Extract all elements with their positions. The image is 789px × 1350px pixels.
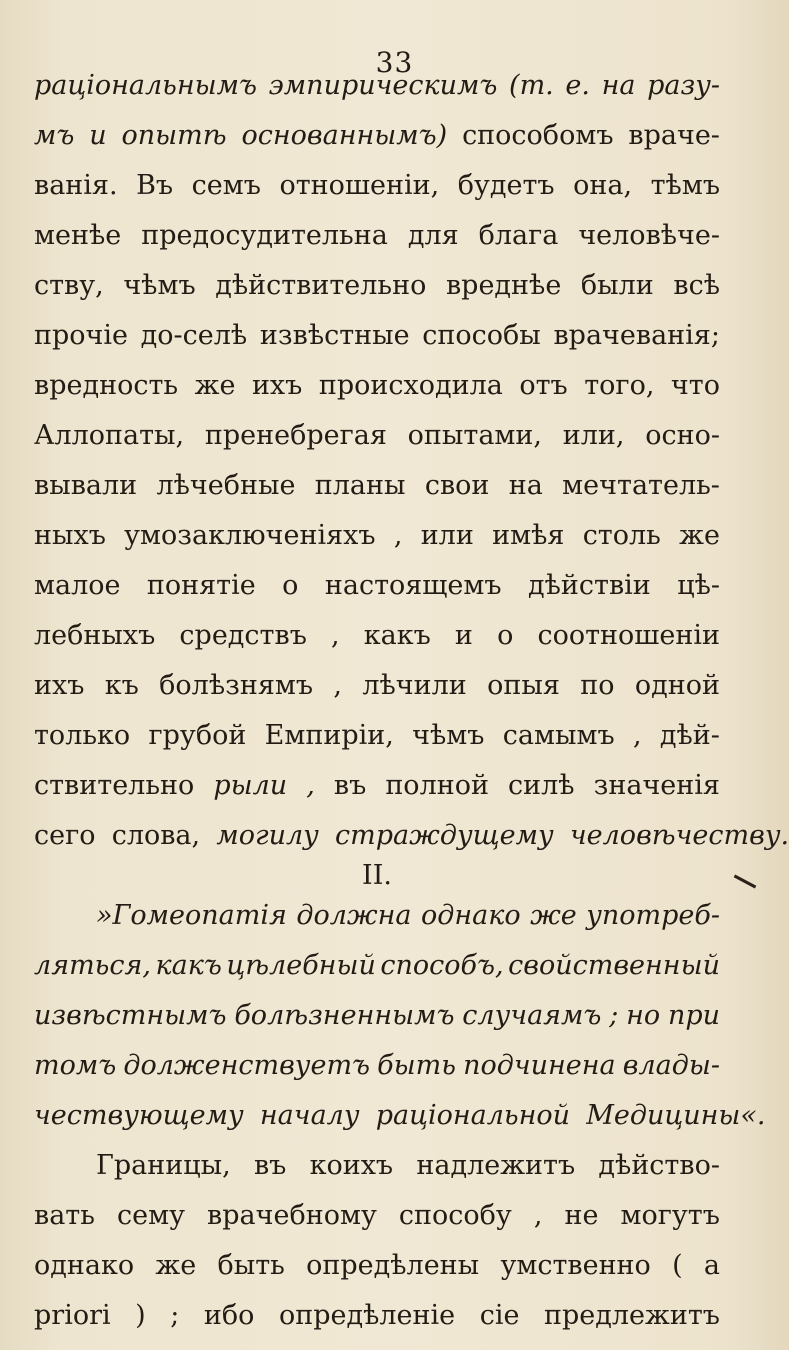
word: Въ (136, 170, 174, 201)
word: ( (672, 1250, 683, 1281)
word: при (667, 1000, 720, 1031)
word: менѣе (34, 220, 122, 251)
word: ; (609, 1000, 619, 1031)
word: опредѣленіе (278, 1300, 456, 1331)
word: случаямъ (462, 1000, 602, 1031)
word: могутъ (620, 1200, 720, 1231)
text-line (34, 710, 720, 762)
word: самымъ (502, 720, 615, 751)
word: чествующему (34, 1100, 244, 1131)
text-line (34, 460, 720, 512)
word: на (601, 70, 636, 101)
word: , (393, 520, 403, 551)
text-line (96, 1140, 720, 1192)
word: сему (116, 1200, 185, 1231)
word: прочіе (34, 320, 128, 351)
word: того, (584, 370, 655, 401)
word: , (533, 1200, 543, 1231)
word: ствительно (34, 770, 195, 801)
word: были (580, 270, 654, 301)
word: опыя (487, 670, 560, 701)
word: какъ (155, 950, 222, 981)
word: дѣйствіи (527, 570, 651, 601)
word: предлежитъ (544, 1300, 720, 1331)
word: по (580, 670, 615, 701)
word: долженствуетъ (123, 1050, 371, 1081)
word: способомъ (462, 120, 614, 151)
text-line (34, 410, 720, 462)
word: подчинена (463, 1050, 616, 1081)
text-line (34, 560, 720, 612)
word: и (454, 620, 473, 651)
word: къ (104, 670, 139, 701)
word: надлежитъ (416, 1150, 576, 1181)
word: priori (34, 1300, 111, 1331)
word: опредѣлены (306, 1250, 480, 1281)
word: отношеніи, (279, 170, 440, 201)
word: способу (398, 1200, 512, 1231)
margin-mark (734, 875, 757, 889)
word: однако (420, 900, 521, 931)
word: вреднѣе (445, 270, 562, 301)
word: ванія. (34, 170, 118, 201)
word: человѣче- (578, 220, 720, 251)
word: , (331, 620, 340, 651)
text-line (34, 1190, 720, 1242)
word: дѣй- (659, 720, 720, 751)
text-line (34, 610, 720, 662)
word: же (679, 520, 720, 551)
word: полной (385, 770, 489, 801)
text-line (34, 940, 720, 992)
word: до-селѣ (140, 320, 248, 351)
word: планы (314, 470, 406, 501)
word: , (632, 720, 642, 751)
word: Аллопаты, (34, 420, 185, 451)
word: должна (296, 900, 412, 931)
word: цѣлебный (226, 950, 376, 981)
word: сіе (479, 1300, 520, 1331)
word: ляться, (34, 950, 151, 981)
word: враче- (628, 120, 720, 151)
word: Емпиріи, (264, 720, 394, 751)
word: мъ (34, 120, 75, 151)
word: отъ (519, 370, 568, 401)
word: могилу (216, 820, 319, 851)
word: имѣя (492, 520, 565, 551)
word: въ (253, 1150, 287, 1181)
word: слова, (111, 820, 201, 851)
word: опытѣ (121, 120, 227, 151)
text-line (34, 1090, 766, 1142)
word: что (670, 370, 720, 401)
word: средствъ (179, 620, 307, 651)
word: »Гомеопатія (96, 900, 287, 931)
word: будетъ (457, 170, 555, 201)
word: ) (135, 1300, 146, 1331)
word: началу (259, 1100, 360, 1131)
word: врачебному (207, 1200, 377, 1231)
word: одной (634, 670, 720, 701)
word: употреб- (586, 900, 720, 931)
word: какъ (363, 620, 431, 651)
word: влады- (622, 1050, 720, 1081)
word: грубой (148, 720, 247, 751)
text-line (34, 760, 720, 812)
text-line (34, 360, 720, 412)
word: сего (34, 820, 96, 851)
word: разу- (647, 70, 720, 101)
word: способы (422, 320, 541, 351)
word: мечтатель- (562, 470, 720, 501)
word: рыли (213, 770, 288, 801)
word: a (703, 1250, 720, 1281)
word: цѣ- (677, 570, 720, 601)
word: е. (565, 70, 590, 101)
word: дѣйство- (598, 1150, 720, 1181)
word: свои (424, 470, 490, 501)
text-line (34, 1290, 720, 1342)
word: настоящемъ (324, 570, 502, 601)
word: раціональной (375, 1100, 571, 1131)
word: тѣмъ (650, 170, 720, 201)
word: же (194, 370, 236, 401)
text-line (34, 60, 720, 112)
word: семъ (191, 170, 261, 201)
word: только (34, 720, 131, 751)
word: о (282, 570, 299, 601)
word: дѣйствительно (215, 270, 427, 301)
word: , (333, 670, 342, 701)
word: Границы, (96, 1150, 231, 1181)
word: пренебрегая (204, 420, 387, 451)
text-line (34, 510, 720, 562)
word: (т. (509, 70, 554, 101)
text-line (34, 110, 720, 162)
word: эмпирическимъ (268, 70, 498, 101)
word: осно- (645, 420, 720, 451)
word: ибо (203, 1300, 255, 1331)
word: быть (217, 1250, 285, 1281)
word: врачеванія; (553, 320, 720, 351)
word: быть (377, 1050, 456, 1081)
word: страждущему (335, 820, 554, 851)
word: коихъ (309, 1150, 394, 1181)
word: же (155, 1250, 197, 1281)
word: раціональнымъ (34, 70, 258, 101)
text-line (34, 1240, 720, 1292)
word: лѣчебные (156, 470, 296, 501)
word: блага (478, 220, 559, 251)
word: лебныхъ (34, 620, 156, 651)
page-number: 33 (375, 46, 414, 79)
word: лѣчили (362, 670, 467, 701)
word: или, (562, 420, 625, 451)
word: или (420, 520, 474, 551)
text-line (34, 260, 720, 312)
word: всѣ (673, 270, 720, 301)
word: извѣстнымъ (34, 1000, 227, 1031)
word: понятіе (146, 570, 256, 601)
word: о (497, 620, 514, 651)
text-line (34, 990, 720, 1042)
word: основаннымъ) (241, 120, 448, 151)
word: умозаключеніяхъ (124, 520, 376, 551)
word: же (530, 900, 577, 931)
word: ству, (34, 270, 104, 301)
text-line (34, 660, 720, 712)
word: она, (573, 170, 633, 201)
word: предосудительна (141, 220, 388, 251)
word: чѣмъ (123, 270, 196, 301)
word: чѣмъ (412, 720, 485, 751)
text-line (34, 1040, 720, 1092)
word: въ (333, 770, 367, 801)
word: болѣзнямъ (159, 670, 314, 701)
text-line (34, 310, 720, 362)
word: столь (582, 520, 661, 551)
word: Медицины«. (586, 1100, 766, 1131)
word: ихъ (34, 670, 85, 701)
word: на (508, 470, 543, 501)
word: свойственный (508, 950, 720, 981)
word: томъ (34, 1050, 117, 1081)
word: происходила (318, 370, 503, 401)
word: ихъ (251, 370, 303, 401)
section-heading: II. (362, 860, 392, 891)
word: силѣ (508, 770, 575, 801)
word: для (407, 220, 459, 251)
word: ныхъ (34, 520, 106, 551)
text-line (34, 160, 720, 212)
word: и (89, 120, 107, 151)
word: болѣзненнымъ (234, 1000, 455, 1031)
word: вредность (34, 370, 179, 401)
text-line (34, 210, 720, 262)
word: ; (170, 1300, 180, 1331)
word: малое (34, 570, 121, 601)
word: способъ, (380, 950, 504, 981)
word: значенія (593, 770, 720, 801)
word: умственно (500, 1250, 651, 1281)
word: однако (34, 1250, 135, 1281)
word: не (564, 1200, 599, 1231)
word: но (626, 1000, 661, 1031)
word: опытами, (407, 420, 542, 451)
word: извѣстные (259, 320, 410, 351)
word: человѣчеству. (569, 820, 789, 851)
word: вать (34, 1200, 95, 1231)
word: соотношеніи (537, 620, 720, 651)
word: , (306, 770, 315, 801)
word: вывали (34, 470, 138, 501)
